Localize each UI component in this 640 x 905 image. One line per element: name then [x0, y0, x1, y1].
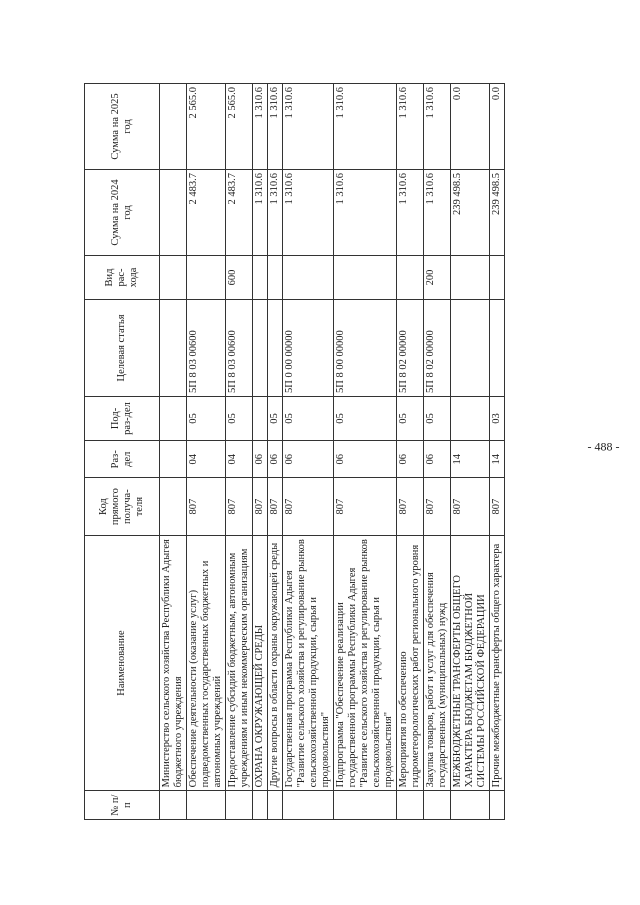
- cell-podrazdel: 05: [424, 396, 451, 440]
- cell-name: Мероприятия по обеспечению гидрометеорологических работ регионального уровня: [397, 535, 424, 791]
- cell-target-article: [490, 300, 505, 397]
- cell-code: 807: [283, 478, 334, 535]
- cell-razdel: 04: [187, 441, 226, 478]
- cell-podrazdel: [451, 396, 490, 440]
- cell-sum-2024: 2 483.7: [187, 170, 226, 256]
- cell-sum-2024: 1 310.6: [424, 170, 451, 256]
- table-row: [490, 84, 505, 820]
- cell-code: 807: [490, 478, 505, 535]
- budget-table: [84, 83, 505, 820]
- header-code: Код прямого получа-теля: [85, 478, 160, 535]
- cell-podrazdel: [160, 396, 187, 440]
- cell-name: Государственная программа Республики Адыгея "Развитие сельского хозяйства и регулирование рынков сельскохозяйственной продукции, сырья и продовольствия": [283, 535, 334, 791]
- cell-target-article: 5П 0 00 00000: [283, 300, 334, 397]
- cell-idx: [187, 791, 226, 820]
- cell-sum-2024: 1 310.6: [253, 170, 268, 256]
- cell-expense-type: [160, 255, 187, 299]
- cell-razdel: 06: [397, 441, 424, 478]
- cell-name: ОХРАНА ОКРУЖАЮЩЕЙ СРЕДЫ: [253, 535, 268, 791]
- cell-sum-2024: 1 310.6: [283, 170, 334, 256]
- table-row: [226, 84, 253, 820]
- cell-idx: [283, 791, 334, 820]
- header-sum-2024: Сумма на 2024 год: [85, 170, 160, 256]
- cell-sum-2025: 1 310.6: [334, 84, 397, 170]
- cell-name: Предоставление субсидий бюджетным, автономным учреждениям и иным некоммерческим организациям: [226, 535, 253, 791]
- header-razdel: Раз-дел: [85, 441, 160, 478]
- cell-sum-2025: 1 310.6: [397, 84, 424, 170]
- cell-sum-2024: 1 310.6: [268, 170, 283, 256]
- cell-name: Обеспечение деятельности (оказание услуг) подведомственных государственных бюджетных и автономных учреждений: [187, 535, 226, 791]
- cell-razdel: 06: [424, 441, 451, 478]
- cell-idx: [334, 791, 397, 820]
- cell-expense-type: [253, 255, 268, 299]
- cell-razdel: 14: [451, 441, 490, 478]
- cell-podrazdel: 05: [268, 396, 283, 440]
- cell-idx: [451, 791, 490, 820]
- cell-code: [160, 478, 187, 535]
- cell-podrazdel: 03: [490, 396, 505, 440]
- cell-target-article: 5П 8 02 00000: [424, 300, 451, 397]
- table-row: [253, 84, 268, 820]
- cell-target-article: [268, 300, 283, 397]
- cell-idx: [490, 791, 505, 820]
- cell-name: Министерство сельского хозяйства Республики Адыгея бюджетного учреждения: [160, 535, 187, 791]
- cell-sum-2025: 0.0: [451, 84, 490, 170]
- table-row: [160, 84, 187, 820]
- cell-sum-2024: 239 498.5: [451, 170, 490, 256]
- header-expense-type: Вид рас-хода: [85, 255, 160, 299]
- cell-sum-2024: 239 498.5: [490, 170, 505, 256]
- cell-expense-type: [268, 255, 283, 299]
- cell-code: 807: [334, 478, 397, 535]
- header-podrazdel: Под-раз-дел: [85, 396, 160, 440]
- cell-sum-2025: 1 310.6: [424, 84, 451, 170]
- cell-razdel: 06: [253, 441, 268, 478]
- cell-podrazdel: 05: [334, 396, 397, 440]
- cell-expense-type: 200: [424, 255, 451, 299]
- cell-target-article: [451, 300, 490, 397]
- cell-name: Прочие межбюджетные трансферты общего характера: [490, 535, 505, 791]
- cell-razdel: 06: [283, 441, 334, 478]
- cell-razdel: 14: [490, 441, 505, 478]
- cell-idx: [397, 791, 424, 820]
- table-row: [268, 84, 283, 820]
- cell-name: Другие вопросы в области охраны окружающей среды: [268, 535, 283, 791]
- table-row: [424, 84, 451, 820]
- page-number: - 488 -: [587, 439, 620, 454]
- cell-sum-2025: 1 310.6: [268, 84, 283, 170]
- cell-expense-type: [451, 255, 490, 299]
- header-sum-2025: Сумма на 2025 год: [85, 84, 160, 170]
- cell-expense-type: [187, 255, 226, 299]
- cell-target-article: 5П 8 02 00000: [397, 300, 424, 397]
- cell-target-article: [253, 300, 268, 397]
- cell-name: Закупка товаров, работ и услуг для обеспечения государственных (муниципальных) нужд: [424, 535, 451, 791]
- cell-target-article: [160, 300, 187, 397]
- cell-code: 807: [451, 478, 490, 535]
- cell-name: Подпрограмма "Обеспечение реализации государственной программы Республики Адыгея "Развитие сельского хозяйства и регулирование рынков сельскохозяйственной продукции, сырья и продовольствия": [334, 535, 397, 791]
- cell-code: 807: [253, 478, 268, 535]
- cell-target-article: 5П 8 03 00600: [226, 300, 253, 397]
- header-name: Наименование: [85, 535, 160, 791]
- cell-target-article: 5П 8 03 00600: [187, 300, 226, 397]
- cell-code: 807: [424, 478, 451, 535]
- cell-expense-type: [397, 255, 424, 299]
- cell-name: МЕЖБЮДЖЕТНЫЕ ТРАНСФЕРТЫ ОБЩЕГО ХАРАКТЕРА БЮДЖЕТАМ БЮДЖЕТНОЙ СИСТЕМЫ РОССИЙСКОЙ ФЕДЕРАЦИИ: [451, 535, 490, 791]
- cell-code: 807: [226, 478, 253, 535]
- cell-idx: [424, 791, 451, 820]
- cell-podrazdel: 05: [283, 396, 334, 440]
- table-header-row: [85, 84, 160, 820]
- cell-expense-type: [334, 255, 397, 299]
- cell-sum-2025: 2 565.0: [226, 84, 253, 170]
- cell-podrazdel: 05: [187, 396, 226, 440]
- table-row: [451, 84, 490, 820]
- cell-sum-2025: 1 310.6: [283, 84, 334, 170]
- cell-sum-2024: 1 310.6: [334, 170, 397, 256]
- cell-razdel: [160, 441, 187, 478]
- cell-code: 807: [397, 478, 424, 535]
- cell-razdel: 04: [226, 441, 253, 478]
- cell-code: 807: [187, 478, 226, 535]
- cell-razdel: 06: [334, 441, 397, 478]
- cell-sum-2024: [160, 170, 187, 256]
- table-row: [334, 84, 397, 820]
- cell-sum-2025: 1 310.6: [253, 84, 268, 170]
- cell-sum-2024: 2 483.7: [226, 170, 253, 256]
- cell-target-article: 5П 8 00 00000: [334, 300, 397, 397]
- cell-idx: [160, 791, 187, 820]
- table-row: [397, 84, 424, 820]
- cell-sum-2024: 1 310.6: [397, 170, 424, 256]
- table-row: [187, 84, 226, 820]
- table-row: [283, 84, 334, 820]
- header-target-article: Целевая статья: [85, 300, 160, 397]
- cell-sum-2025: [160, 84, 187, 170]
- header-idx: № п/п: [85, 791, 160, 820]
- cell-podrazdel: 05: [397, 396, 424, 440]
- cell-expense-type: [283, 255, 334, 299]
- cell-code: 807: [268, 478, 283, 535]
- cell-expense-type: 600: [226, 255, 253, 299]
- cell-idx: [226, 791, 253, 820]
- cell-podrazdel: 05: [226, 396, 253, 440]
- cell-idx: [253, 791, 268, 820]
- cell-razdel: 06: [268, 441, 283, 478]
- cell-podrazdel: [253, 396, 268, 440]
- cell-sum-2025: 2 565.0: [187, 84, 226, 170]
- cell-sum-2025: 0.0: [490, 84, 505, 170]
- cell-expense-type: [490, 255, 505, 299]
- cell-idx: [268, 791, 283, 820]
